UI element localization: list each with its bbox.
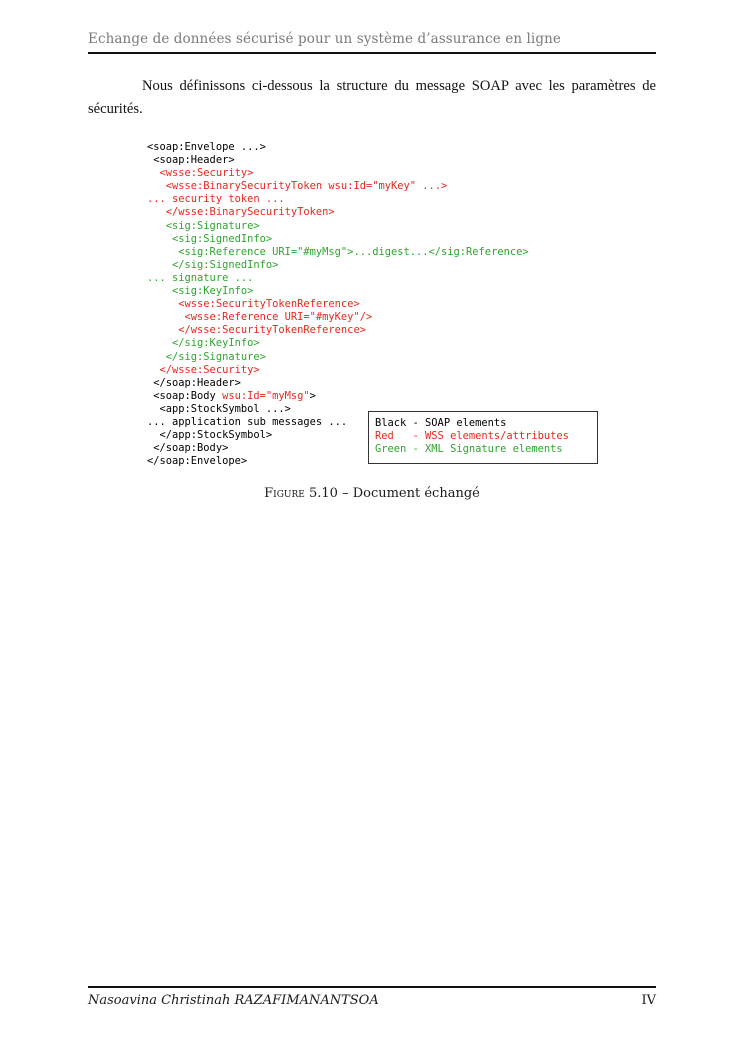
code-segment: <wsse:Reference URI="#myKey"/> <box>147 311 373 324</box>
code-line <box>147 285 529 298</box>
code-segment: <soap:Header> <box>147 154 235 167</box>
code-segment: <app:StockSymbol ...> <box>147 402 291 415</box>
legend-entry: Black - SOAP elements <box>375 417 507 429</box>
code-segment: </wsse:Security> <box>147 363 260 376</box>
code-line <box>147 167 529 180</box>
footer-page-number: IV <box>641 993 656 1008</box>
code-segment: </sig:KeyInfo> <box>147 337 260 350</box>
code-segment: <wsse:Security> <box>147 167 254 180</box>
code-segment: </soap:Body> <box>147 442 229 455</box>
code-line <box>147 272 529 285</box>
legend-entry: Red - WSS elements/attributes <box>375 430 569 443</box>
code-line <box>147 206 529 219</box>
code-line <box>147 351 529 364</box>
code-segment: </sig:Signature> <box>147 350 266 363</box>
code-line <box>147 390 529 403</box>
code-segment: <sig:SignedInfo> <box>147 232 273 245</box>
code-segment: ... signature ... <box>147 271 254 284</box>
code-line <box>147 364 529 377</box>
code-segment: </soap:Header> <box>147 376 241 389</box>
code-segment: <sig:Signature> <box>147 219 260 232</box>
code-line <box>147 220 529 233</box>
code-segment: </app:StockSymbol> <box>147 429 273 442</box>
code-line <box>147 246 529 259</box>
code-segment: <sig:Reference URI="#myMsg">...digest...</sig:Reference> <box>147 245 529 258</box>
code-segment: <wsse:SecurityTokenReference> <box>147 298 360 311</box>
footer-author: Nasoavina Christinah RAZAFIMANANTSOA <box>88 993 379 1008</box>
code-line <box>147 193 529 206</box>
code-segment: wsu:Id="myMsg" <box>222 389 310 402</box>
code-segment: </soap:Envelope> <box>147 455 248 468</box>
code-segment: <soap:Body <box>147 389 223 402</box>
code-line <box>147 233 529 246</box>
code-line <box>147 180 529 193</box>
code-line <box>147 154 529 167</box>
code-segment: </wsse:BinarySecurityToken> <box>147 206 335 219</box>
code-line <box>147 298 529 311</box>
running-header: Echange de données sécurisé pour un système d’assurance en ligne <box>88 31 561 47</box>
code-line <box>147 311 529 324</box>
code-segment: ... security token ... <box>147 193 285 206</box>
code-segment: <sig:KeyInfo> <box>147 285 254 298</box>
code-line <box>147 337 529 350</box>
code-segment: </sig:SignedInfo> <box>147 258 279 271</box>
code-line <box>147 377 529 390</box>
code-line <box>147 259 529 272</box>
code-segment: > <box>309 389 316 402</box>
code-line <box>147 141 529 154</box>
footer-rule <box>88 986 656 988</box>
figure-caption-text: – Document échangé <box>337 486 480 501</box>
figure-caption <box>88 486 656 501</box>
legend-entry: Green - XML Signature elements <box>375 443 563 456</box>
code-segment: </wsse:SecurityTokenReference> <box>147 324 366 337</box>
code-line <box>147 324 529 337</box>
code-segment: ... application sub messages ... <box>147 415 348 428</box>
color-legend-box <box>368 411 598 464</box>
code-segment: <soap:Envelope ...> <box>147 141 266 153</box>
header-rule <box>88 52 656 54</box>
code-segment: <wsse:BinarySecurityToken wsu:Id="myKey" ...> <box>147 180 448 193</box>
figure-caption-label: Figure 5.10 <box>264 486 338 501</box>
body-paragraph: Nous définissons ci-dessous la structure du message SOAP avec les paramètres de sécurités. <box>88 78 656 117</box>
